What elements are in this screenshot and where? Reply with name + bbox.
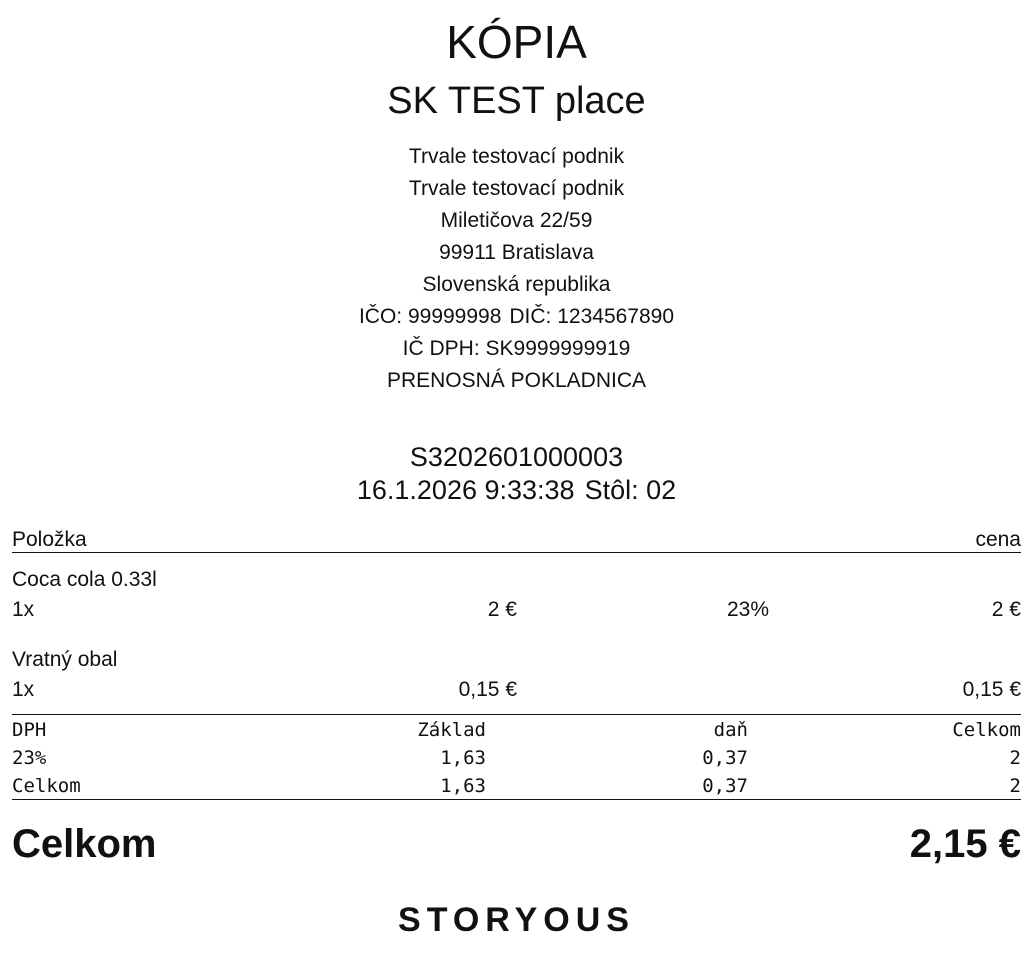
company-line: Trvale testovací podnik [408, 145, 625, 168]
vat-table-row [12, 744, 1021, 772]
grand-total-value: 2,15 € [909, 822, 1021, 866]
item-name: Coca cola 0.33l [12, 568, 157, 591]
receipt-table: Stôl: 02 [584, 475, 677, 505]
item-unit-price: 2 € [487, 598, 517, 621]
vat-header-rate: DPH [12, 719, 47, 741]
company-ico: IČO: 99999998 [358, 305, 502, 328]
items-header-price: cena [975, 528, 1021, 551]
vat-cell: 1,63 [440, 775, 486, 797]
grand-total [12, 818, 1021, 870]
vat-cell: 0,37 [702, 775, 748, 797]
item-row [12, 596, 1021, 624]
company-city: 99911 Bratislava [439, 241, 594, 264]
company-street: Miletičova 22/59 [440, 209, 593, 232]
copy-label: KÓPIA [446, 16, 587, 68]
items-header-item: Položka [12, 528, 87, 551]
vat-cell: 0,37 [702, 747, 748, 769]
vat-cell: 23% [12, 747, 47, 769]
item-row [12, 676, 1021, 704]
vat-header-tax: daň [713, 719, 748, 741]
item-qty: 1x [12, 598, 35, 621]
company-ids [12, 301, 1021, 333]
vat-table-row [12, 772, 1021, 800]
receipt-datetime: 16.1.2026 9:33:38 [356, 475, 575, 505]
item-vat: 23% [726, 598, 769, 621]
company-line: Trvale testovací podnik [408, 177, 625, 200]
vat-summary-table [12, 714, 1021, 800]
receipt-number: S3202601000003 [409, 442, 624, 472]
grand-total-label: Celkom [12, 822, 157, 866]
items-header [12, 527, 1021, 553]
vat-header-base: Základ [417, 719, 486, 741]
vat-header-total: Celkom [952, 719, 1021, 741]
item-total: 2 € [991, 598, 1021, 621]
vat-cell: 2 [1009, 747, 1021, 769]
place-name: SK TEST place [387, 80, 646, 122]
item-total: 0,15 € [962, 678, 1021, 701]
company-info [12, 141, 1021, 397]
company-ic-dph: IČ DPH: SK9999999919 [402, 337, 631, 360]
company-dic: DIČ: 1234567890 [509, 305, 675, 328]
storyous-logo: STORYOUS [398, 901, 635, 939]
company-country: Slovenská republika [422, 273, 611, 296]
vat-table-header [12, 716, 1021, 744]
receipt-datetime-line [12, 473, 1021, 507]
vat-cell: Celkom [12, 775, 81, 797]
item-name: Vratný obal [12, 648, 118, 671]
register-type: PRENOSNÁ POKLADNICA [386, 369, 647, 392]
item-unit-price: 0,15 € [458, 678, 517, 701]
item-qty: 1x [12, 678, 35, 701]
vat-cell: 1,63 [440, 747, 486, 769]
vat-cell: 2 [1009, 775, 1021, 797]
